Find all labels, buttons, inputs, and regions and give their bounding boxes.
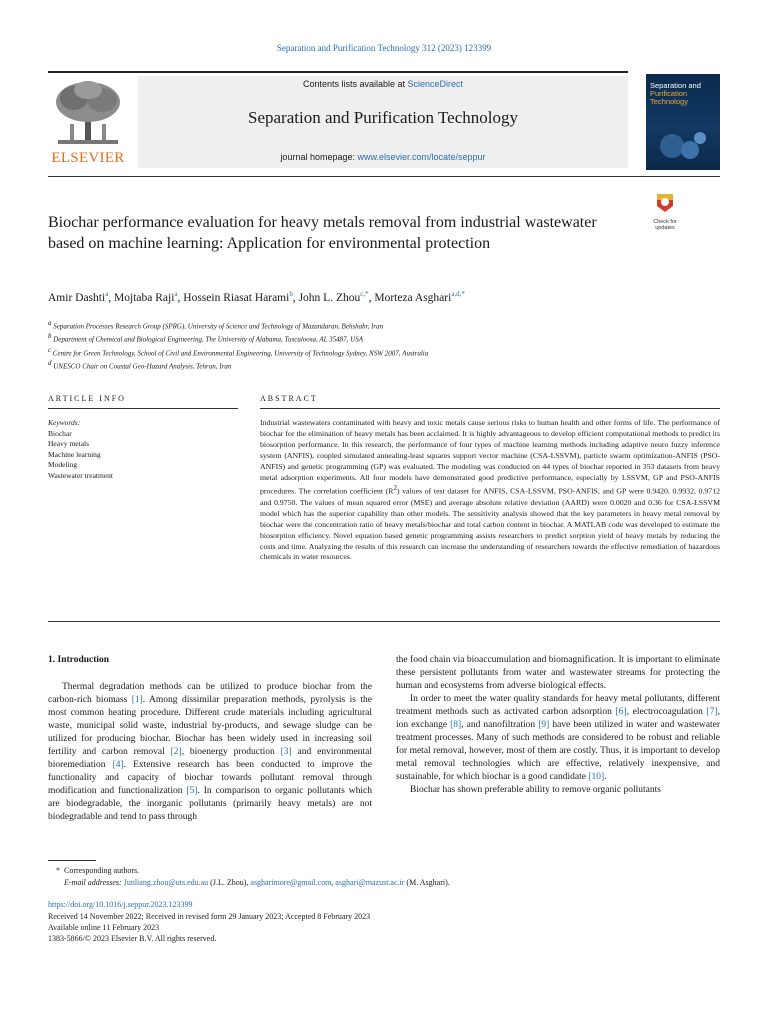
cover-line2: Purification [650,89,688,98]
author-sup[interactable]: b [289,290,293,298]
body-left-column [48,654,372,824]
citation-link[interactable]: [7] [706,707,718,717]
abstract-bottom-rule [48,621,720,622]
running-header[interactable]: Separation and Purification Technology 312 (2023) 123399 [276,43,492,53]
affiliation: $^a$ Separation Processes Research Group (SPRG), University of Science and Technology of Mazandaran, Behshahr, Iran [48,319,384,331]
elsevier-logo-text: ELSEVIER [51,150,125,166]
homepage-prefix: journal homepage: [280,152,358,162]
sciencedirect-link[interactable]: ScienceDirect [407,79,464,89]
issn-copyright: 1383-5866/© 2023 Elsevier B.V. All rights reserved. [48,934,217,943]
keyword: Modeling [48,460,78,469]
affiliations [48,318,688,371]
citation-link[interactable]: [8] [450,720,462,730]
keywords-label: Keywords: [48,418,81,427]
keywords-block [48,418,238,481]
cover-line3: Technology [650,97,688,106]
cover-graphic [652,126,714,166]
homepage-link[interactable]: www.elsevier.com/locate/seppur [357,152,486,162]
citation-link[interactable]: [4] [112,760,124,770]
footnote-emails: E-mail addresses: Junliang.zhou@uts.edu.au (J.L. Zhou), asgharimore@gmail.com, asghari@mazust.ac.ir (M. Asghari). [64,878,450,887]
citation-link[interactable]: [9] [538,720,550,730]
received-dates: Received 14 November 2022; Received in revised form 29 January 2023; Accepted 8 February 2023 [48,912,371,921]
author-sup[interactable]: a [105,290,109,298]
keyword: Biochar [48,428,72,438]
author-name[interactable]: Amir Dashti [48,291,106,304]
footnote-corresponding: * Corresponding authors. [56,866,140,875]
citation-link[interactable]: [2] [170,747,182,757]
author-sup[interactable]: c,* [360,290,369,298]
cover-title [650,82,716,106]
keyword: Wastewater treatment [48,470,113,480]
header-rule [48,71,628,73]
citation-link[interactable]: [3] [280,747,292,757]
author-list: Amir Dashti$^a$, Mojtaba Raji$^a$, Hossein Riasat Harami$^b$, John L. Zhou$^{c,*}$, Morteza Asghari$^{a,d,*}$ [48,290,465,304]
doi-link[interactable]: https://doi.org/10.1016/j.seppur.2023.123399 [48,900,193,909]
citation-link[interactable]: [5] [186,786,198,796]
citation-link[interactable]: [10] [588,772,605,782]
author-name[interactable]: Hossein Riasat Harami [183,291,290,304]
email-link[interactable]: asghari@mazust.ac.ir [335,878,405,887]
author-name[interactable]: Morteza Asghari [374,291,452,304]
paragraph: the food chain via bioaccumulation and biomagnification. It is important to eliminate these persistent pollutants from water and wastewater streams for protecting the human and ecosystems from adverse biological effects. [396,655,720,691]
body-right-column [396,654,720,797]
article-info-rule [48,408,238,409]
journal-name: Separation and Purification Technology [248,108,518,127]
contents-line [138,79,628,89]
available-online: Available online 11 February 2023 [48,923,160,932]
citation-link[interactable]: [1] [131,695,143,705]
author-sup[interactable]: a [174,290,178,298]
check-for-updates-badge[interactable] [648,192,682,232]
section-heading: 1. Introduction [48,655,110,665]
affiliation: $^b$ Department of Chemical and Biological Engineering, The University of Alabama, Tuscaloosa, AL 35487, USA [48,332,363,344]
crossmark-line1: Check for [653,219,677,225]
keyword: Machine learning [48,449,101,459]
crossmark-line2: updates [655,225,675,231]
abstract-text: Industrial wastewaters contaminated with heavy and toxic metals cause serious risks to human health and other forms of life. The performance of biochar for the elimination of heavy metals has been acclaimed. It is highly advantageous to develop efficient computational methods to predict its biosorption performance. In this research, the performance of four types of machine learning methods including adaptive neuro fuzzy inference system (ANFIS), coupled simulated annealing-least squares support vector machine (CSA-LSSVM), particle swarm optimization-ANFIS (PSO-ANFIS) and genetic programming (GP) was evaluated. The modeling was conducted on 44 types of biochar reported in 353 datasets from heavy metal adsorption experiments. All four models have demonstrated good predictive performance, especially by LSSVM, GP and PSO-ANFIS procedures. The correlation coefficient $(R^2)$ values of test dataset for ANFIS, CSA-LSSVM, PSO-ANFIS, and GP were 0.9420, 0.9932, 0.9712 and 0.9750. The values of mean squared error (MSE) and average absolute relative deviation (AARD) were 0.0020 and 0.36 for CSA-LSSVM model which has the superior capability than other models. The sensitivity analysis showed that the key parameters in heavy metal removal by biochar were the concentration ratio of heavy metals/biochar and total carbon content in biochar. A MATLAB code was developed to estimate the biosorption efficiency. Novel equation based genetic programming assists researchers to predict sorption yield of heavy metals by reducing the costs and time. Analyzing the results of this research can increase the understanding of researchers towards the effective remediation of hazardous chemicals in water resources. [260,418,721,562]
paragraph: In order to meet the water quality standards for heavy metal pollutants, different treatment methods such as activated carbon adsorption [6], electrocoagulation [7], ion exchange [8], and nanofiltration [9] have been utilized in water and wastewater treatment processes. Many of such methods are considered to be robust and reliable for metal removal, however, most of them are costly. Thus, it is important to develop metal removal technologies which are effective, relatively inexpensive, and sustainable, for which biochar is a good candidate [10]. [396,694,720,782]
keyword: Heavy metals [48,439,90,448]
footnote-rule [48,860,96,861]
banner-bottom-rule [48,176,720,177]
author-sup[interactable]: a,d,* [451,290,465,298]
abstract-heading: ABSTRACT [260,394,318,403]
journal-cover-image [646,74,720,170]
author-name[interactable]: John L. Zhou [298,291,361,304]
abstract-rule [260,408,720,409]
cover-line1: Separation and [650,81,701,90]
homepage-line [138,152,628,162]
paragraph: Thermal degradation methods can be utilized to produce biochar from the carbon-rich biomass [1]. Among dissimilar preparation methods, pyrolysis is the most common heating procedure. Different crude materials including agricultural waste, municipal solid waste, industrial by-products, and sewage sludge can be utilized for producing biochar. Biochar has been widely used in increasing soil fertility and carbon removal [2], bioenergy production [3] and environmental bioremediation [4]. Extensive research has been conducted to improve the functionality and capacity of biochar towards pollutant removal through modification and functionalization [5]. In comparison to organic pollutants which are biodegradable, the inorganic pollutants (primarily heavy metals) are not biodegradable and tend to pass through [48,682,372,822]
affiliation: $^d$ UNESCO Chair on Coastal Geo-Hazard Analysis, Tehran, Iran [48,358,232,371]
citation-link[interactable]: [6] [615,707,627,717]
article-title: Biochar performance evaluation for heavy metals removal from industrial wastewater based on machine learning: Application for environmental protection [48,214,597,252]
article-info-heading: ARTICLE INFO [48,394,126,403]
contents-prefix: Contents lists available at [302,79,408,89]
paragraph: Biochar has shown preferable ability to remove organic pollutants [410,785,661,795]
affiliation: $^c$ Centre for Green Technology, School of Civil and Environmental Engineering, University of Technology Sydney, NSW 2007, Australia [48,345,429,357]
email-link[interactable]: asgharimore@gmail.com [250,878,332,887]
crossmark-icon [648,192,682,214]
author-name[interactable]: Mojtaba Raji [114,291,175,304]
email-link[interactable]: Junliang.zhou@uts.edu.au [123,878,209,887]
